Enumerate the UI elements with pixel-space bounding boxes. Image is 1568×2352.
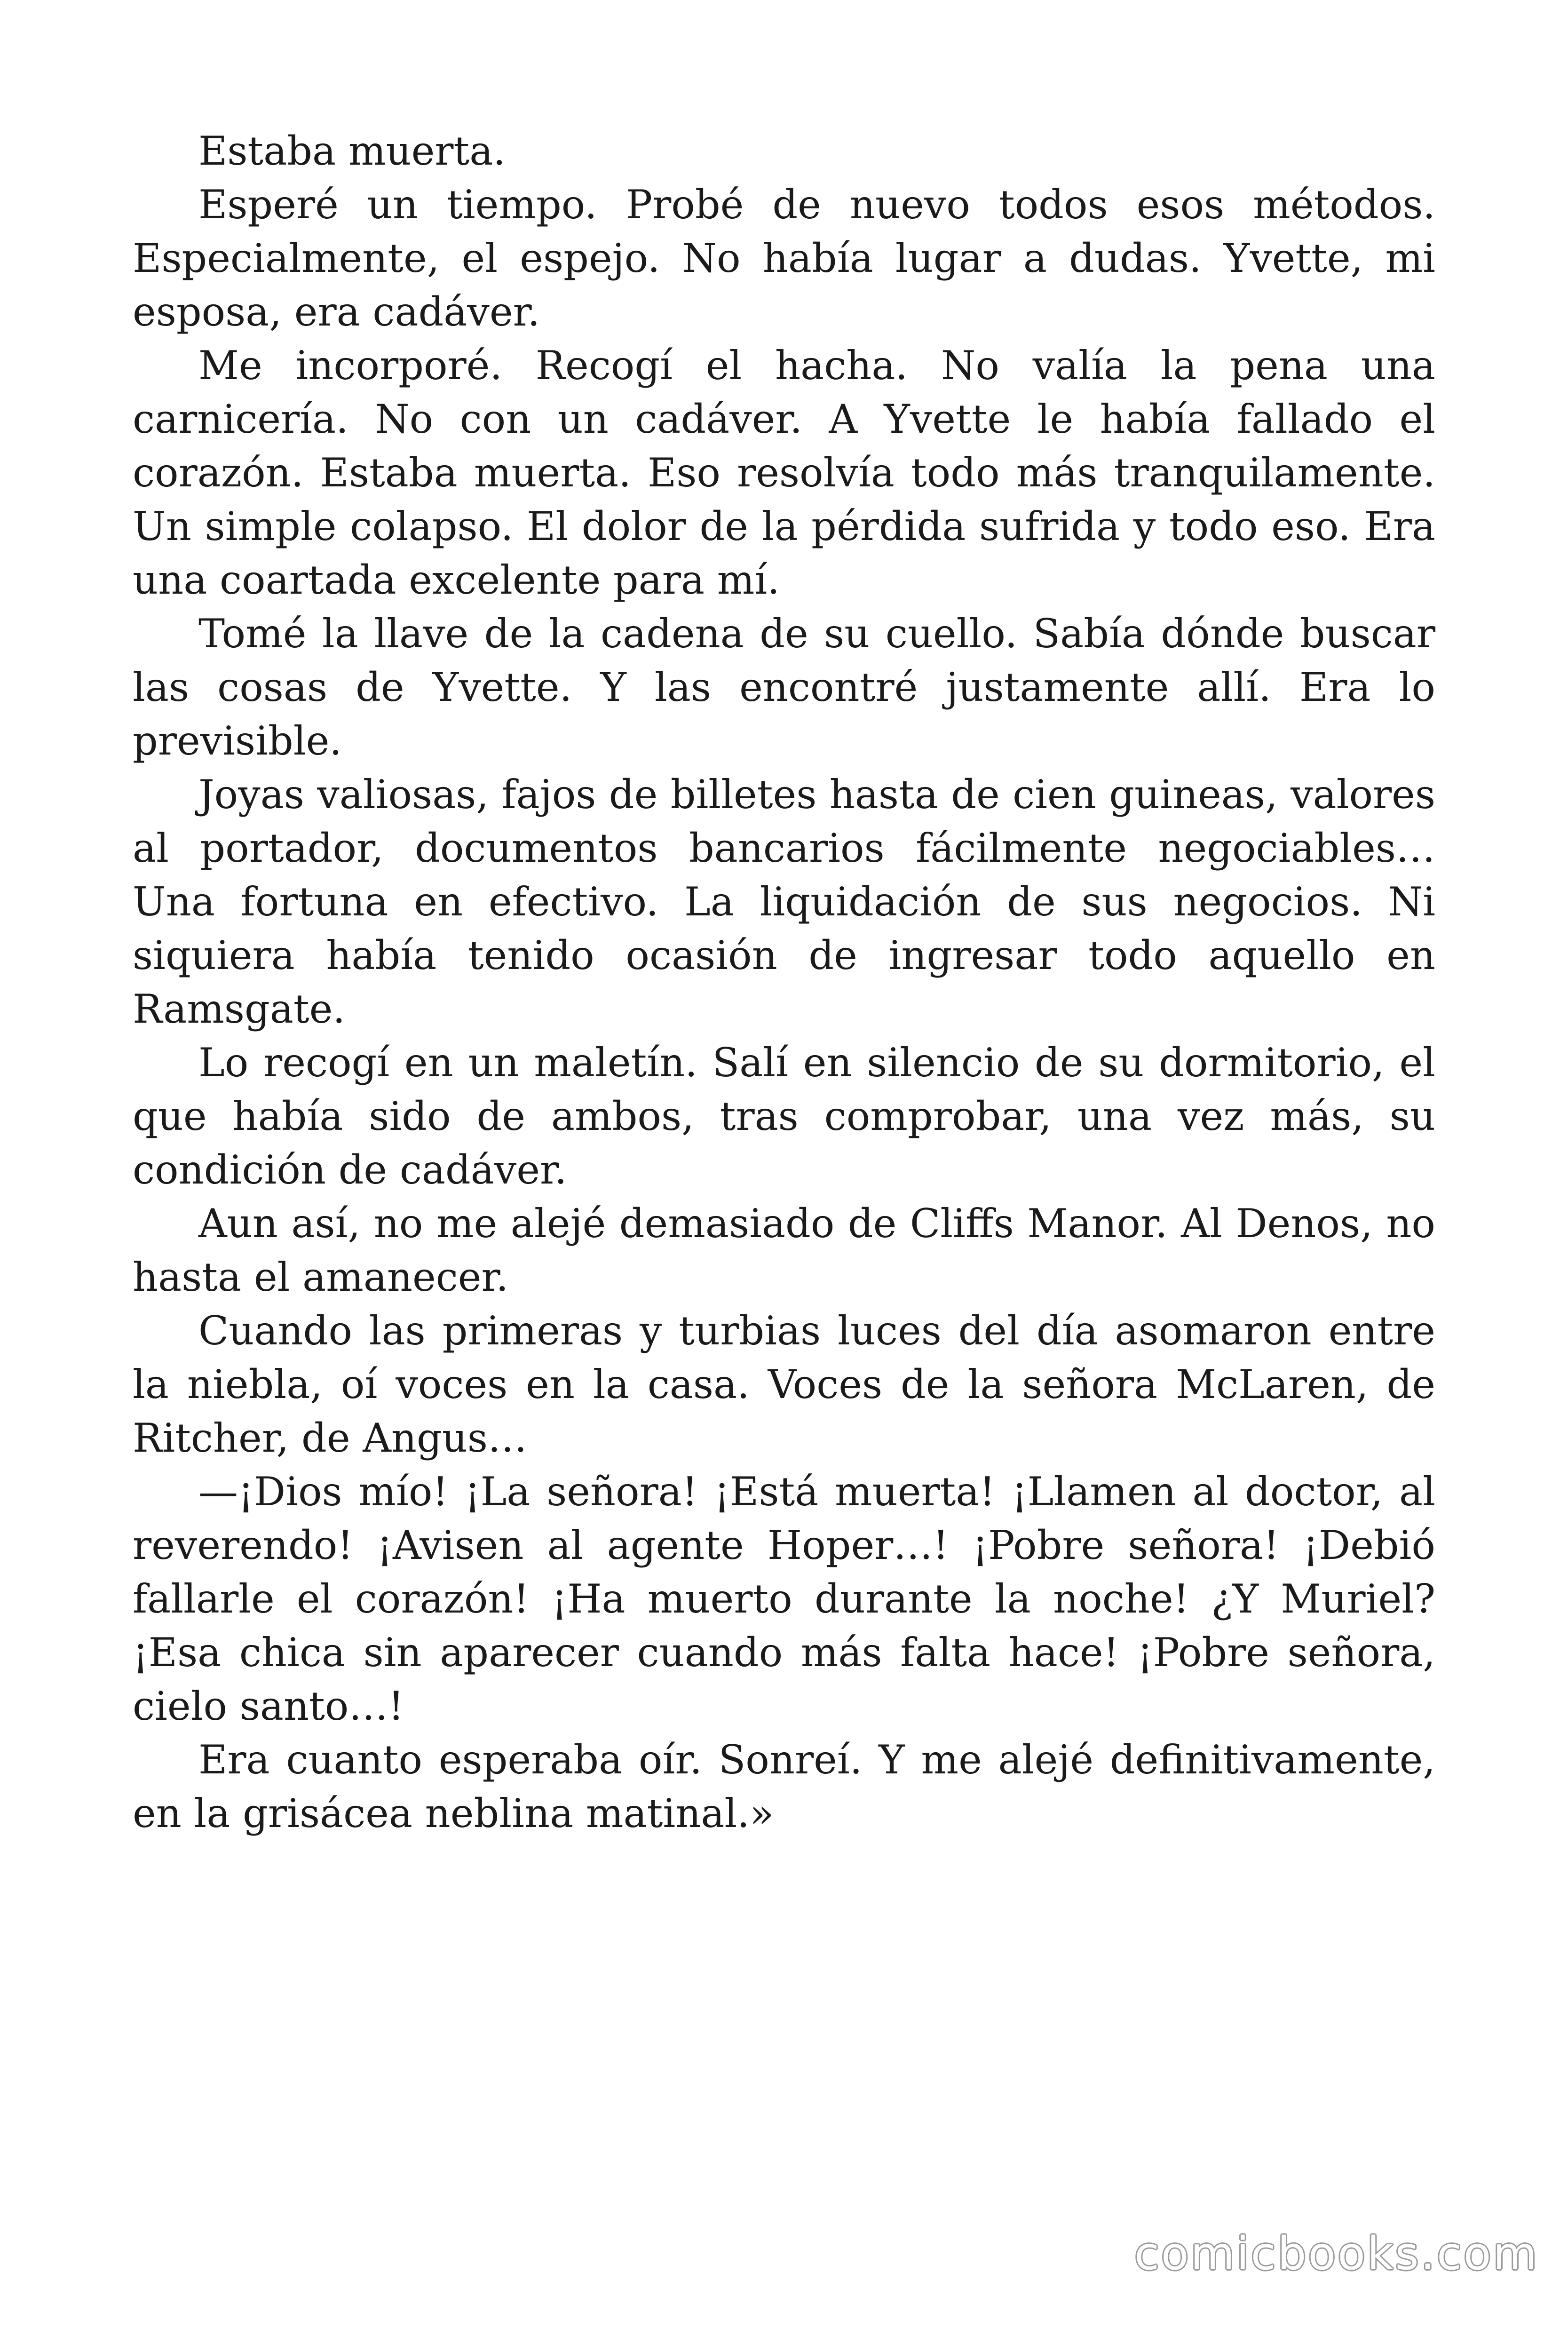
paragraph-7: Aun así, no me alejé demasiado de Cliffs Manor. Al Denos, no hasta el amanecer. [133,1200,1435,1300]
paragraph-5: Joyas valiosas, fajos de billetes hasta de cien guineas, valores al portador, documentos bancarios fácilmente negociables… Una fortuna en efectivo. La liquidación de sus negocios. Ni siquiera había tenido ocasión de ingresar todo aquello en Ramsgate. [133,771,1435,1032]
page-text [133,124,1435,1840]
paragraph-3: Me incorporé. Recogí el hacha. No valía la pena una carnicería. No con un cadáver. A Yvette le había fallado el corazón. Estaba muerta. Eso resolvía todo más tranquilamente. Un simple colapso. El dolor de la pérdida sufrida y todo eso. Era una coartada excelente para mí. [133,342,1435,603]
paragraph-9: —¡Dios mío! ¡La señora! ¡Está muerta! ¡Llamen al doctor, al reverendo! ¡Avisen al agente Hoper…! ¡Pobre señora! ¡Debió fallarle el corazón! ¡Ha muerto durante la noche! ¿Y Muriel? ¡Esa chica sin aparecer cuando más falta hace! ¡Pobre señora, cielo santo…! [133,1469,1435,1729]
paragraph-10: Era cuanto esperaba oír. Sonreí. Y me alejé definitivamente, en la grisácea neblina matinal.» [133,1737,1435,1836]
paragraph-8: Cuando las primeras y turbias luces del día asomaron entre la niebla, oí voces en la casa. Voces de la señora McLaren, de Ritcher, de Angus… [133,1308,1435,1461]
paragraph-6: Lo recogí en un maletín. Salí en silencio de su dormitorio, el que había sido de ambos, tras comprobar, una vez más, su condición de cadáver. [133,1040,1435,1193]
paragraph-2: Esperé un tiempo. Probé de nuevo todos esos métodos. Especialmente, el espejo. No había lugar a dudas. Yvette, mi esposa, era cadáver. [133,182,1435,335]
paragraph-4: Tomé la llave de la cadena de su cuello. Sabía dónde buscar las cosas de Yvette. Y las encontré justamente allí. Era lo previsible. [133,611,1435,764]
watermark-logo: comicbooks.com [1134,2227,1539,2280]
paragraph-1: Estaba muerta. [198,128,506,174]
